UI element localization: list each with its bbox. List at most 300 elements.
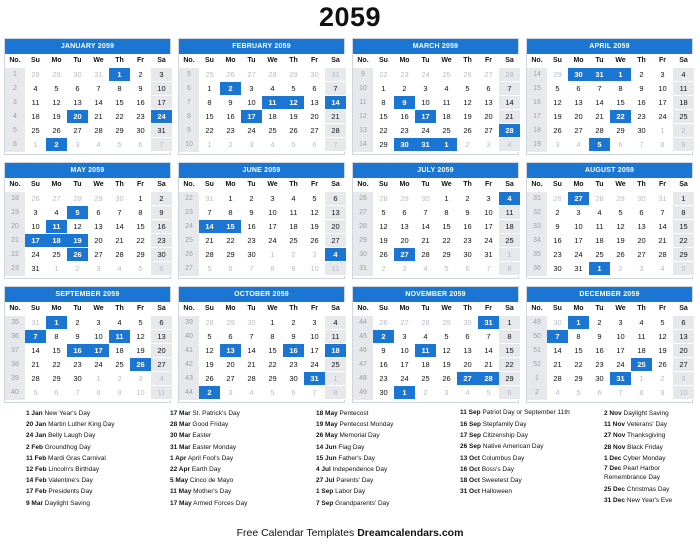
day-cell[interactable]: 14 [547, 344, 568, 358]
day-cell[interactable]: 21 [241, 358, 262, 372]
day-cell[interactable]: 30 [373, 386, 394, 400]
day-cell[interactable]: 31 [325, 68, 346, 82]
day-cell[interactable]: 17 [262, 220, 283, 234]
day-cell[interactable]: 21 [589, 110, 610, 124]
day-cell[interactable]: 25 [415, 372, 436, 386]
day-cell[interactable]: 7 [325, 138, 346, 152]
day-cell[interactable]: 10 [610, 330, 631, 344]
day-cell[interactable]: 13 [457, 344, 478, 358]
day-cell[interactable]: 18 [499, 220, 520, 234]
day-cell[interactable]: 23 [394, 124, 415, 138]
holiday-day-cell[interactable]: 2 [199, 386, 220, 400]
day-cell[interactable]: 24 [25, 248, 46, 262]
day-cell[interactable]: 3 [130, 372, 151, 386]
day-cell[interactable]: 16 [241, 220, 262, 234]
day-cell[interactable]: 22 [373, 68, 394, 82]
day-cell[interactable]: 7 [88, 82, 109, 96]
day-cell[interactable]: 9 [652, 386, 673, 400]
day-cell[interactable]: 4 [589, 206, 610, 220]
day-cell[interactable]: 26 [25, 192, 46, 206]
holiday-day-cell[interactable]: 11 [46, 220, 67, 234]
day-cell[interactable]: 11 [25, 96, 46, 110]
day-cell[interactable]: 9 [457, 206, 478, 220]
day-cell[interactable]: 21 [325, 110, 346, 124]
day-cell[interactable]: 29 [610, 124, 631, 138]
day-cell[interactable]: 5 [652, 316, 673, 330]
day-cell[interactable]: 3 [88, 262, 109, 276]
day-cell[interactable]: 8 [262, 262, 283, 276]
day-cell[interactable]: 12 [67, 220, 88, 234]
day-cell[interactable]: 26 [457, 68, 478, 82]
day-cell[interactable]: 15 [436, 220, 457, 234]
day-cell[interactable]: 6 [151, 262, 172, 276]
day-cell[interactable]: 23 [67, 358, 88, 372]
holiday-day-cell[interactable]: 24 [151, 110, 172, 124]
day-cell[interactable]: 11 [673, 82, 694, 96]
day-cell[interactable]: 13 [568, 96, 589, 110]
day-cell[interactable]: 2 [109, 372, 130, 386]
holiday-day-cell[interactable]: 26 [67, 248, 88, 262]
day-cell[interactable]: 2 [547, 206, 568, 220]
day-cell[interactable]: 4 [415, 262, 436, 276]
day-cell[interactable]: 6 [130, 138, 151, 152]
day-cell[interactable]: 13 [304, 96, 325, 110]
day-cell[interactable]: 4 [262, 138, 283, 152]
holiday-day-cell[interactable]: 14 [199, 220, 220, 234]
day-cell[interactable]: 14 [589, 96, 610, 110]
day-cell[interactable]: 2 [631, 68, 652, 82]
day-cell[interactable]: 2 [652, 372, 673, 386]
day-cell[interactable]: 18 [631, 344, 652, 358]
day-cell[interactable]: 3 [478, 192, 499, 206]
holiday-day-cell[interactable]: 27 [394, 248, 415, 262]
day-cell[interactable]: 18 [436, 110, 457, 124]
day-cell[interactable]: 6 [88, 206, 109, 220]
holiday-day-cell[interactable]: 1 [610, 68, 631, 82]
day-cell[interactable]: 28 [589, 124, 610, 138]
day-cell[interactable]: 4 [283, 192, 304, 206]
day-cell[interactable]: 6 [283, 386, 304, 400]
day-cell[interactable]: 27 [220, 372, 241, 386]
day-cell[interactable]: 8 [262, 330, 283, 344]
day-cell[interactable]: 22 [199, 124, 220, 138]
day-cell[interactable]: 2 [673, 124, 694, 138]
day-cell[interactable]: 28 [241, 372, 262, 386]
holiday-day-cell[interactable]: 15 [220, 220, 241, 234]
day-cell[interactable]: 8 [436, 206, 457, 220]
day-cell[interactable]: 15 [262, 344, 283, 358]
day-cell[interactable]: 4 [151, 372, 172, 386]
day-cell[interactable]: 4 [241, 386, 262, 400]
day-cell[interactable]: 25 [436, 68, 457, 82]
holiday-day-cell[interactable]: 7 [25, 330, 46, 344]
holiday-day-cell[interactable]: 2 [220, 82, 241, 96]
day-cell[interactable]: 5 [199, 262, 220, 276]
day-cell[interactable]: 3 [547, 138, 568, 152]
day-cell[interactable]: 8 [631, 386, 652, 400]
day-cell[interactable]: 21 [478, 358, 499, 372]
day-cell[interactable]: 24 [652, 110, 673, 124]
day-cell[interactable]: 17 [151, 96, 172, 110]
day-cell[interactable]: 1 [199, 138, 220, 152]
holiday-day-cell[interactable]: 1 [46, 316, 67, 330]
day-cell[interactable]: 7 [652, 206, 673, 220]
day-cell[interactable]: 9 [631, 82, 652, 96]
day-cell[interactable]: 15 [373, 110, 394, 124]
day-cell[interactable]: 7 [241, 330, 262, 344]
day-cell[interactable]: 1 [220, 192, 241, 206]
day-cell[interactable]: 30 [415, 192, 436, 206]
day-cell[interactable]: 22 [46, 358, 67, 372]
day-cell[interactable]: 30 [67, 68, 88, 82]
day-cell[interactable]: 30 [631, 192, 652, 206]
day-cell[interactable]: 5 [568, 386, 589, 400]
day-cell[interactable]: 4 [415, 330, 436, 344]
day-cell[interactable]: 19 [130, 344, 151, 358]
day-cell[interactable]: 2 [394, 82, 415, 96]
day-cell[interactable]: 30 [547, 316, 568, 330]
day-cell[interactable]: 1 [25, 138, 46, 152]
holiday-day-cell[interactable]: 1 [109, 68, 130, 82]
day-cell[interactable]: 8 [673, 206, 694, 220]
day-cell[interactable]: 3 [478, 138, 499, 152]
day-cell[interactable]: 5 [304, 192, 325, 206]
day-cell[interactable]: 27 [325, 234, 346, 248]
day-cell[interactable]: 26 [304, 234, 325, 248]
day-cell[interactable]: 8 [46, 330, 67, 344]
day-cell[interactable]: 3 [415, 82, 436, 96]
day-cell[interactable]: 1 [325, 372, 346, 386]
day-cell[interactable]: 28 [652, 248, 673, 262]
day-cell[interactable]: 14 [415, 220, 436, 234]
day-cell[interactable]: 8 [373, 96, 394, 110]
day-cell[interactable]: 27 [151, 358, 172, 372]
day-cell[interactable]: 29 [130, 248, 151, 262]
day-cell[interactable]: 18 [415, 358, 436, 372]
day-cell[interactable]: 30 [109, 192, 130, 206]
day-cell[interactable]: 24 [568, 248, 589, 262]
day-cell[interactable]: 7 [415, 206, 436, 220]
day-cell[interactable]: 7 [304, 386, 325, 400]
day-cell[interactable]: 14 [241, 344, 262, 358]
day-cell[interactable]: 26 [283, 124, 304, 138]
day-cell[interactable]: 19 [283, 110, 304, 124]
day-cell[interactable]: 3 [304, 316, 325, 330]
day-cell[interactable]: 18 [589, 234, 610, 248]
day-cell[interactable]: 21 [109, 234, 130, 248]
day-cell[interactable]: 29 [394, 192, 415, 206]
day-cell[interactable]: 7 [499, 82, 520, 96]
holiday-day-cell[interactable]: 16 [67, 344, 88, 358]
day-cell[interactable]: 4 [673, 68, 694, 82]
day-cell[interactable]: 24 [262, 234, 283, 248]
day-cell[interactable]: 27 [568, 124, 589, 138]
day-cell[interactable]: 17 [652, 96, 673, 110]
day-cell[interactable]: 15 [130, 220, 151, 234]
day-cell[interactable]: 28 [109, 248, 130, 262]
day-cell[interactable]: 4 [457, 386, 478, 400]
day-cell[interactable]: 21 [415, 234, 436, 248]
day-cell[interactable]: 25 [25, 124, 46, 138]
day-cell[interactable]: 26 [373, 248, 394, 262]
day-cell[interactable]: 29 [499, 372, 520, 386]
day-cell[interactable]: 24 [394, 372, 415, 386]
day-cell[interactable]: 30 [547, 262, 568, 276]
day-cell[interactable]: 3 [88, 316, 109, 330]
day-cell[interactable]: 3 [25, 206, 46, 220]
day-cell[interactable]: 2 [457, 138, 478, 152]
day-cell[interactable]: 12 [436, 344, 457, 358]
day-cell[interactable]: 3 [436, 386, 457, 400]
day-cell[interactable]: 6 [325, 192, 346, 206]
day-cell[interactable]: 22 [109, 110, 130, 124]
day-cell[interactable]: 3 [394, 262, 415, 276]
day-cell[interactable]: 21 [88, 110, 109, 124]
day-cell[interactable]: 25 [46, 248, 67, 262]
day-cell[interactable]: 14 [478, 344, 499, 358]
day-cell[interactable]: 6 [589, 386, 610, 400]
day-cell[interactable]: 10 [25, 220, 46, 234]
day-cell[interactable]: 28 [589, 192, 610, 206]
day-cell[interactable]: 30 [241, 316, 262, 330]
day-cell[interactable]: 10 [304, 262, 325, 276]
day-cell[interactable]: 19 [547, 110, 568, 124]
holiday-day-cell[interactable]: 7 [547, 330, 568, 344]
day-cell[interactable]: 1 [373, 82, 394, 96]
day-cell[interactable]: 12 [304, 206, 325, 220]
day-cell[interactable]: 23 [283, 358, 304, 372]
day-cell[interactable]: 5 [130, 316, 151, 330]
day-cell[interactable]: 30 [130, 124, 151, 138]
day-cell[interactable]: 16 [547, 234, 568, 248]
day-cell[interactable]: 10 [478, 206, 499, 220]
day-cell[interactable]: 9 [220, 96, 241, 110]
day-cell[interactable]: 15 [568, 344, 589, 358]
day-cell[interactable]: 10 [88, 330, 109, 344]
day-cell[interactable]: 28 [415, 316, 436, 330]
day-cell[interactable]: 2 [151, 192, 172, 206]
day-cell[interactable]: 28 [547, 372, 568, 386]
day-cell[interactable]: 12 [130, 330, 151, 344]
day-cell[interactable]: 12 [457, 96, 478, 110]
holiday-day-cell[interactable]: 11 [262, 96, 283, 110]
day-cell[interactable]: 22 [130, 234, 151, 248]
day-cell[interactable]: 4 [547, 386, 568, 400]
day-cell[interactable]: 27 [88, 248, 109, 262]
day-cell[interactable]: 5 [199, 330, 220, 344]
day-cell[interactable]: 15 [46, 344, 67, 358]
day-cell[interactable]: 14 [109, 220, 130, 234]
day-cell[interactable]: 28 [25, 68, 46, 82]
holiday-day-cell[interactable]: 27 [568, 192, 589, 206]
day-cell[interactable]: 29 [436, 316, 457, 330]
holiday-day-cell[interactable]: 2 [46, 138, 67, 152]
day-cell[interactable]: 13 [88, 220, 109, 234]
day-cell[interactable]: 31 [25, 262, 46, 276]
day-cell[interactable]: 4 [568, 138, 589, 152]
day-cell[interactable]: 7 [610, 386, 631, 400]
holiday-day-cell[interactable]: 18 [325, 344, 346, 358]
day-cell[interactable]: 23 [589, 358, 610, 372]
holiday-day-cell[interactable]: 18 [46, 234, 67, 248]
day-cell[interactable]: 24 [241, 124, 262, 138]
day-cell[interactable]: 22 [373, 124, 394, 138]
day-cell[interactable]: 14 [499, 96, 520, 110]
day-cell[interactable]: 13 [151, 330, 172, 344]
day-cell[interactable]: 20 [631, 234, 652, 248]
day-cell[interactable]: 4 [88, 138, 109, 152]
holiday-day-cell[interactable]: 5 [67, 206, 88, 220]
day-cell[interactable]: 6 [151, 316, 172, 330]
day-cell[interactable]: 20 [220, 358, 241, 372]
day-cell[interactable]: 18 [673, 96, 694, 110]
day-cell[interactable]: 16 [589, 344, 610, 358]
day-cell[interactable]: 6 [394, 206, 415, 220]
day-cell[interactable]: 11 [631, 330, 652, 344]
day-cell[interactable]: 18 [109, 344, 130, 358]
day-cell[interactable]: 2 [283, 248, 304, 262]
day-cell[interactable]: 31 [88, 68, 109, 82]
day-cell[interactable]: 27 [304, 124, 325, 138]
day-cell[interactable]: 4 [499, 138, 520, 152]
day-cell[interactable]: 28 [88, 124, 109, 138]
day-cell[interactable]: 6 [673, 316, 694, 330]
day-cell[interactable]: 8 [130, 206, 151, 220]
day-cell[interactable]: 2 [67, 316, 88, 330]
day-cell[interactable]: 27 [673, 358, 694, 372]
day-cell[interactable]: 21 [652, 234, 673, 248]
day-cell[interactable]: 2 [67, 262, 88, 276]
day-cell[interactable]: 15 [199, 110, 220, 124]
day-cell[interactable]: 7 [109, 206, 130, 220]
day-cell[interactable]: 7 [199, 206, 220, 220]
day-cell[interactable]: 8 [220, 206, 241, 220]
day-cell[interactable]: 6 [478, 82, 499, 96]
day-cell[interactable]: 17 [610, 344, 631, 358]
day-cell[interactable]: 23 [151, 234, 172, 248]
day-cell[interactable]: 29 [673, 248, 694, 262]
day-cell[interactable]: 2 [373, 262, 394, 276]
day-cell[interactable]: 6 [304, 138, 325, 152]
day-cell[interactable]: 5 [283, 138, 304, 152]
holiday-day-cell[interactable]: 17 [415, 110, 436, 124]
day-cell[interactable]: 1 [673, 192, 694, 206]
day-cell[interactable]: 19 [373, 234, 394, 248]
day-cell[interactable]: 28 [499, 68, 520, 82]
day-cell[interactable]: 26 [610, 248, 631, 262]
day-cell[interactable]: 5 [436, 330, 457, 344]
holiday-day-cell[interactable]: 30 [394, 138, 415, 152]
day-cell[interactable]: 26 [457, 124, 478, 138]
day-cell[interactable]: 26 [652, 358, 673, 372]
day-cell[interactable]: 13 [631, 220, 652, 234]
holiday-day-cell[interactable]: 16 [283, 344, 304, 358]
day-cell[interactable]: 28 [199, 248, 220, 262]
day-cell[interactable]: 8 [325, 386, 346, 400]
day-cell[interactable]: 20 [568, 110, 589, 124]
day-cell[interactable]: 16 [631, 96, 652, 110]
holiday-day-cell[interactable]: 5 [589, 138, 610, 152]
day-cell[interactable]: 27 [46, 192, 67, 206]
day-cell[interactable]: 23 [241, 234, 262, 248]
day-cell[interactable]: 28 [325, 124, 346, 138]
day-cell[interactable]: 13 [325, 206, 346, 220]
day-cell[interactable]: 3 [673, 372, 694, 386]
day-cell[interactable]: 30 [457, 316, 478, 330]
day-cell[interactable]: 19 [199, 358, 220, 372]
day-cell[interactable]: 7 [589, 82, 610, 96]
day-cell[interactable]: 11 [436, 96, 457, 110]
day-cell[interactable]: 11 [589, 220, 610, 234]
day-cell[interactable]: 11 [325, 262, 346, 276]
day-cell[interactable]: 1 [88, 372, 109, 386]
day-cell[interactable]: 20 [394, 234, 415, 248]
day-cell[interactable]: 30 [589, 372, 610, 386]
day-cell[interactable]: 1 [652, 124, 673, 138]
day-cell[interactable]: 19 [652, 344, 673, 358]
day-cell[interactable]: 23 [220, 124, 241, 138]
holiday-day-cell[interactable]: 11 [109, 330, 130, 344]
holiday-day-cell[interactable]: 14 [325, 96, 346, 110]
day-cell[interactable]: 12 [652, 330, 673, 344]
day-cell[interactable]: 29 [220, 316, 241, 330]
day-cell[interactable]: 6 [610, 138, 631, 152]
day-cell[interactable]: 24 [304, 358, 325, 372]
day-cell[interactable]: 5 [109, 138, 130, 152]
day-cell[interactable]: 6 [499, 386, 520, 400]
day-cell[interactable]: 1 [499, 316, 520, 330]
day-cell[interactable]: 2 [283, 316, 304, 330]
day-cell[interactable]: 28 [415, 248, 436, 262]
day-cell[interactable]: 5 [673, 262, 694, 276]
day-cell[interactable]: 4 [25, 82, 46, 96]
day-cell[interactable]: 3 [610, 316, 631, 330]
day-cell[interactable]: 25 [199, 68, 220, 82]
day-cell[interactable]: 29 [283, 68, 304, 82]
day-cell[interactable]: 6 [568, 82, 589, 96]
holiday-day-cell[interactable]: 17 [241, 110, 262, 124]
day-cell[interactable]: 11 [499, 206, 520, 220]
holiday-day-cell[interactable]: 11 [415, 344, 436, 358]
day-cell[interactable]: 2 [220, 138, 241, 152]
day-cell[interactable]: 18 [283, 220, 304, 234]
day-cell[interactable]: 7 [478, 330, 499, 344]
day-cell[interactable]: 22 [568, 358, 589, 372]
day-cell[interactable]: 2 [415, 386, 436, 400]
day-cell[interactable]: 28 [262, 68, 283, 82]
day-cell[interactable]: 10 [304, 330, 325, 344]
day-cell[interactable]: 7 [151, 138, 172, 152]
day-cell[interactable]: 16 [130, 96, 151, 110]
day-cell[interactable]: 8 [499, 330, 520, 344]
day-cell[interactable]: 26 [220, 68, 241, 82]
day-cell[interactable]: 9 [283, 330, 304, 344]
day-cell[interactable]: 30 [241, 248, 262, 262]
day-cell[interactable]: 4 [325, 316, 346, 330]
day-cell[interactable]: 29 [547, 68, 568, 82]
day-cell[interactable]: 9 [67, 330, 88, 344]
holiday-day-cell[interactable]: 26 [130, 358, 151, 372]
day-cell[interactable]: 10 [568, 220, 589, 234]
day-cell[interactable]: 14 [25, 344, 46, 358]
day-cell[interactable]: 6 [67, 82, 88, 96]
day-cell[interactable]: 3 [652, 68, 673, 82]
day-cell[interactable]: 19 [436, 358, 457, 372]
day-cell[interactable]: 12 [199, 344, 220, 358]
day-cell[interactable]: 3 [67, 138, 88, 152]
day-cell[interactable]: 15 [673, 220, 694, 234]
day-cell[interactable]: 8 [88, 386, 109, 400]
